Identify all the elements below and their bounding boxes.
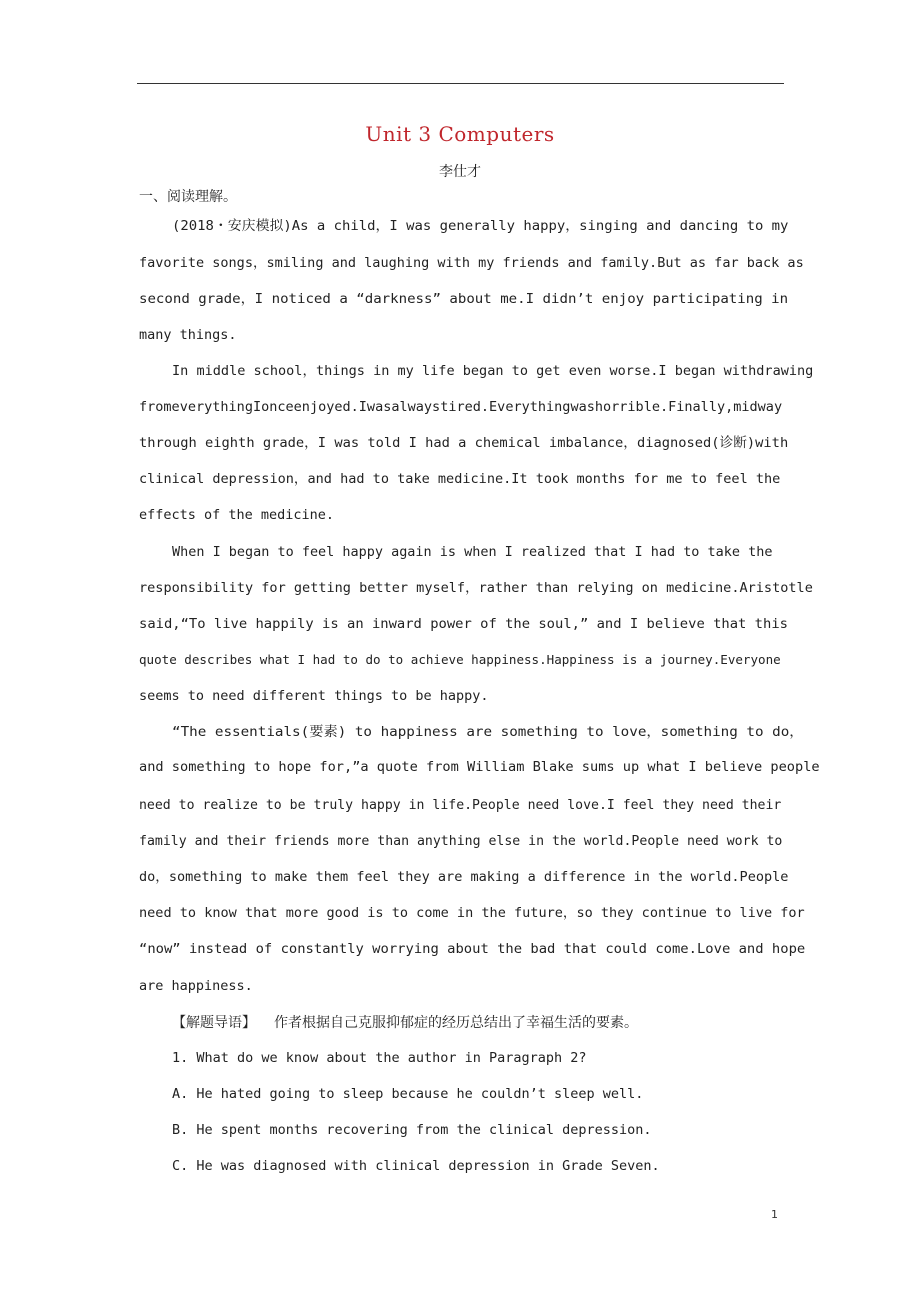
page-number: 1 — [771, 1208, 778, 1221]
passage-line: When I began to feel happy again is when I realized that I had to take the — [172, 544, 773, 560]
passage-line: fromeverythingIonceenjoyed.Iwasalwaystired.Everythingwashorrible.Finally,midway — [139, 399, 783, 415]
passage-line: seems to need different things to be happy. — [139, 688, 489, 704]
passage-line: are happiness. — [139, 978, 253, 994]
passage-line: quote describes what I had to do to achieve happiness.Happiness is a journey.Everyone — [139, 653, 781, 667]
passage-line: clinical depression，and had to take medicine.It took months for me to feel the — [139, 471, 781, 487]
passage-line: effects of the medicine. — [139, 507, 335, 523]
passage-line: said,“To live happily is an inward power of the soul,” and I believe that this — [139, 616, 788, 632]
passage-line: “now” instead of constantly worrying about the bad that could come.Love and hope — [139, 941, 806, 957]
guide-label: 【解题导语】 — [172, 1015, 256, 1031]
passage-line: responsibility for getting better myself，rather than relying on medicine.Aristotle — [139, 580, 813, 596]
passage-line: (2018・安庆模拟)As a child，I was generally happy，singing and dancing to my — [172, 218, 789, 234]
section-heading: 一、阅读理解。 — [139, 189, 237, 205]
author-name: 李仕才 — [439, 164, 481, 180]
option-c: C. He was diagnosed with clinical depression in Grade Seven. — [172, 1158, 660, 1174]
passage-line: In middle school，things in my life began to get even worse.I began withdrawing — [172, 363, 814, 379]
guide-text: 作者根据自己克服抑郁症的经历总结出了幸福生活的要素。 — [274, 1015, 638, 1031]
passage-line: second grade，I noticed a “darkness” about me.I didn’t enjoy participating in — [139, 291, 789, 307]
top-rule — [137, 83, 784, 84]
option-b: B. He spent months recovering from the clinical depression. — [172, 1122, 652, 1138]
solution-guide — [172, 1012, 638, 1032]
passage-line: need to know that more good is to come in the future，so they continue to live for — [139, 905, 805, 921]
passage-line: need to realize to be truly happy in life.People need love.I feel they need their — [139, 797, 782, 813]
passage-line: many things. — [139, 327, 237, 343]
document-title: Unit 3 Computers — [365, 122, 555, 146]
passage-line: through eighth grade，I was told I had a chemical imbalance，diagnosed(诊断)with — [139, 435, 789, 451]
passage-line: favorite songs，smiling and laughing with my friends and family.But as far back as — [139, 255, 804, 271]
option-a: A. He hated going to sleep because he couldn’t sleep well. — [172, 1086, 644, 1102]
passage-line: and something to hope for,”a quote from William Blake sums up what I believe people — [139, 760, 820, 775]
passage-line: family and their friends more than anything else in the world.People need work to — [139, 833, 783, 849]
passage-line: do，something to make them feel they are making a difference in the world.People — [139, 869, 789, 885]
passage-line: “The essentials(要素) to happiness are something to love，something to do， — [172, 724, 804, 740]
question-stem: 1. What do we know about the author in Paragraph 2? — [172, 1050, 587, 1066]
